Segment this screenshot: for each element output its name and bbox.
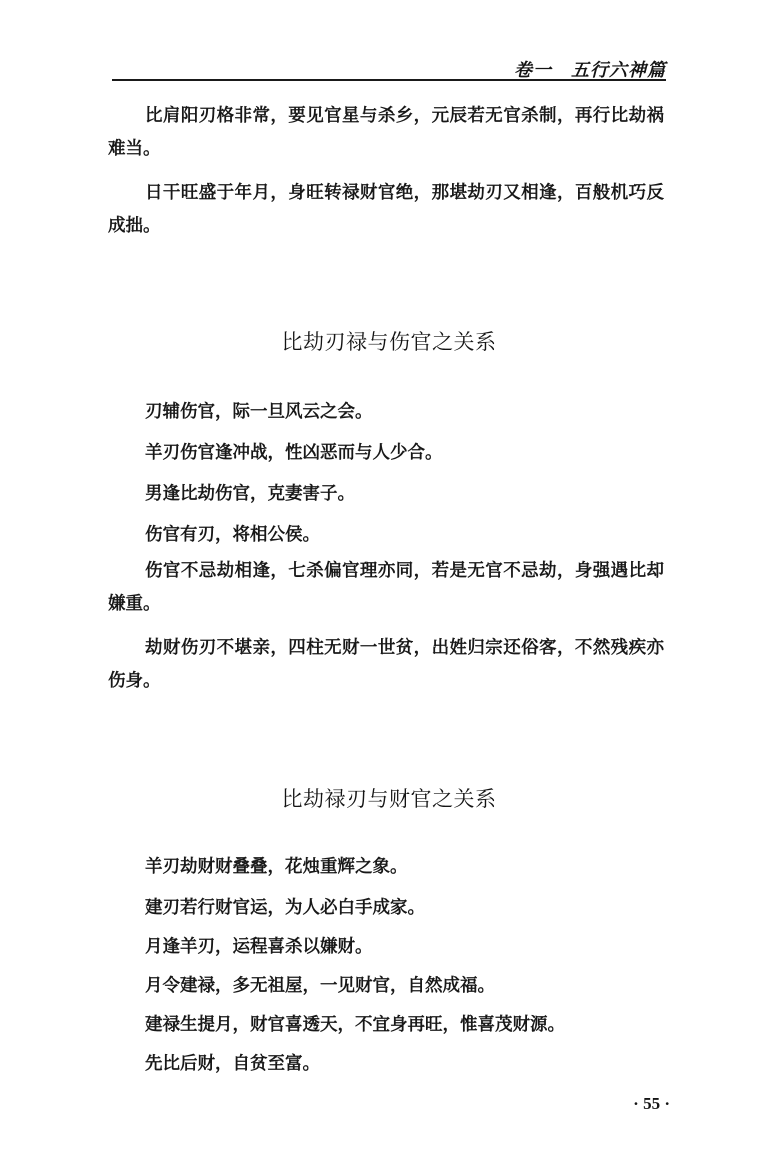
section2-line-5: 建禄生提月，财官喜透天，不宜身再旺，惟喜茂财源。 <box>145 1015 565 1035</box>
section-title-2: 比劫禄刃与财官之关系 <box>281 787 497 811</box>
intro-paragraph-1: 比肩阳刃格非常，要见官星与杀乡，元辰若无官杀制，再行比劫祸难当。 <box>108 106 664 159</box>
section1-line-3: 男逢比劫伤官，克妻害子。 <box>145 484 355 504</box>
section1-line-2: 羊刃伤官逢冲战，性凶恶而与人少合。 <box>145 443 443 463</box>
section1-line-4: 伤官有刃，将相公侯。 <box>145 525 320 545</box>
intro-paragraph-2: 日干旺盛于年月，身旺转禄财官绝，那堪劫刃又相逢，百般机巧反成拙。 <box>108 183 664 236</box>
section2-line-2: 建刃若行财官运，为人必白手成家。 <box>145 898 425 918</box>
section1-line-1: 刃辅伤官，际一旦风云之会。 <box>145 402 373 422</box>
section2-line-3: 月逢羊刃，运程喜杀以嫌财。 <box>145 937 373 957</box>
header-rule <box>112 79 666 81</box>
section2-line-1: 羊刃劫财财叠叠，花烛重辉之象。 <box>145 857 408 877</box>
section2-line-6: 先比后财，自贫至富。 <box>145 1054 320 1074</box>
section2-line-4: 月令建禄，多无祖屋，一见财官，自然成福。 <box>145 976 495 996</box>
page-number: · 55 · <box>633 1094 670 1113</box>
running-header: 卷一 五行六神篇 <box>514 60 666 81</box>
section-title-1: 比劫刃禄与伤官之关系 <box>281 330 497 354</box>
section1-paragraph-5: 伤官不忌劫相逢，七杀偏官理亦同，若是无官不忌劫，身强遇比却嫌重。 <box>108 561 664 614</box>
section1-paragraph-6: 劫财伤刃不堪亲，四柱无财一世贫，出姓归宗还俗客，不然残疾亦伤身。 <box>108 638 664 691</box>
